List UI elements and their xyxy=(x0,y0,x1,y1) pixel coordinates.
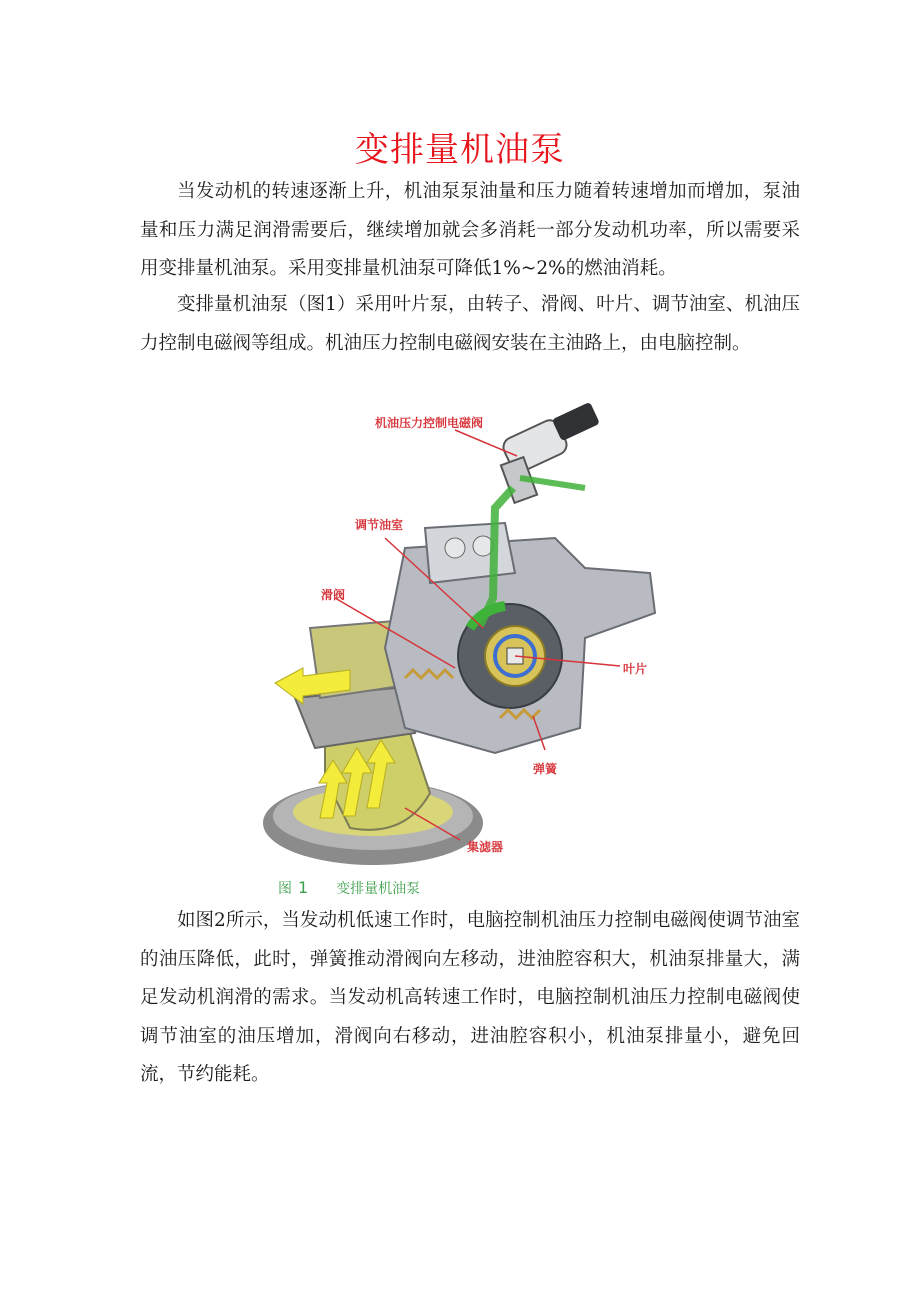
paragraph-composition: 变排量机油泵（图1）采用叶片泵，由转子、滑阀、叶片、调节油室、机油压力控制电磁阀等组成。机油压力控制电磁阀安装在主油路上，由电脑控制。 xyxy=(140,294,800,354)
paragraph-operation: 如图2所示，当发动机低速工作时，电脑控制机油压力控制电磁阀使调节油室的油压降低，此时，弹簧推动滑阀向左移动，进油腔容积大，机油泵排量大，满足发动机润滑的需求。当发动机高转速工作时，电脑控制机油压力控制电磁阀使调节油室的油压增加，滑阀向右移动，进油腔容积小，机油泵排量小，避免回流，节约能耗。 xyxy=(140,910,800,1085)
paragraph-intro: 当发动机的转速逐渐上升，机油泵泵油量和压力随着转速增加而增加，泵油量和压力满足润滑需要后，继续增加就会多消耗一部分发动机功率，所以需要采用变排量机油泵。采用变排量机油泵可降低1%~2%的燃油消耗。 xyxy=(140,181,800,279)
label-slide-valve: 滑阀 xyxy=(321,588,346,602)
caption-number: 1 xyxy=(298,878,309,897)
label-spring: 弹簧 xyxy=(533,762,558,776)
caption-prefix: 图 xyxy=(278,881,292,897)
document-title: 变排量机油泵 xyxy=(355,130,565,170)
label-vane: 叶片 xyxy=(623,662,648,676)
pump-figure xyxy=(255,398,685,876)
label-solenoid: 机油压力控制电磁阀 xyxy=(375,416,484,430)
caption-text: 变排量机油泵 xyxy=(336,881,421,897)
label-strainer: 集滤器 xyxy=(467,840,504,854)
label-chamber: 调节油室 xyxy=(355,518,404,532)
pump-illustration xyxy=(255,398,685,876)
figure-caption xyxy=(278,878,420,898)
